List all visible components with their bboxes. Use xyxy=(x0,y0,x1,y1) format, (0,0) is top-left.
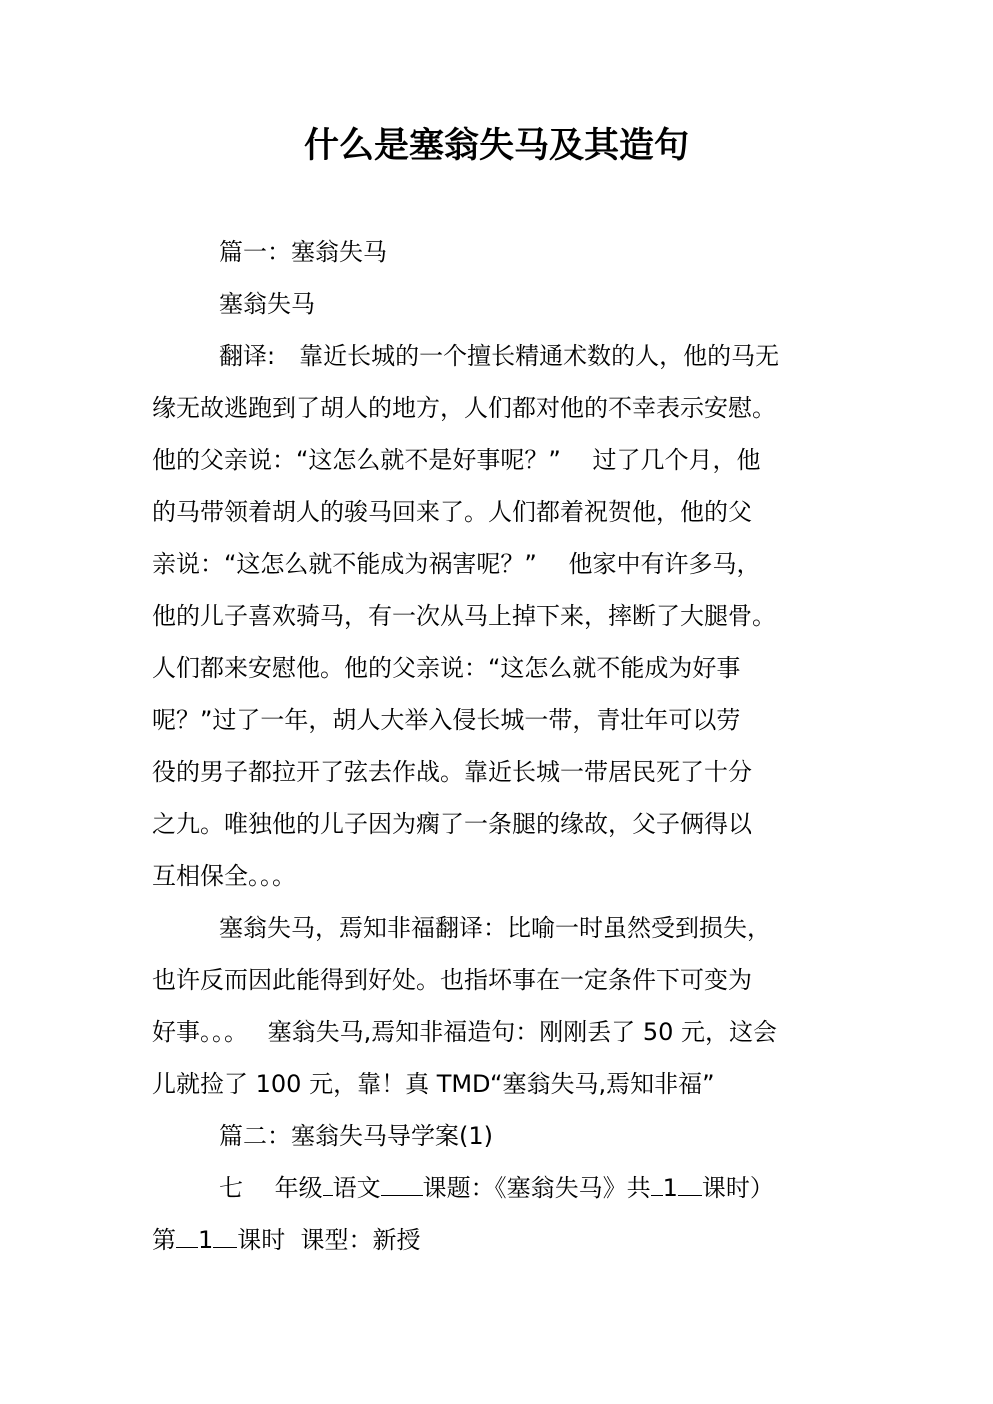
paragraph-line: 缘无故逃跑到了胡人的地方，人们都对他的不幸表示安慰。 xyxy=(152,394,776,422)
period-number: 1 xyxy=(198,1226,214,1254)
periods-label: 课时） xyxy=(701,1174,774,1202)
section1-subheading: 塞翁失马 xyxy=(219,290,315,318)
lesson-info-line-1 xyxy=(152,1162,844,1214)
paragraph-line: 之九。唯独他的儿子因为瘸了一条腿的缘故，父子俩得以 xyxy=(152,810,752,838)
paragraph-line: 翻译: 靠近长城的一个擅长精通术数的人，他的马无 xyxy=(219,342,780,370)
paragraph-line: 也许反而因此能得到好处。也指坏事在一定条件下可变为 xyxy=(152,966,752,994)
period-label: 课时 xyxy=(237,1226,286,1254)
paragraph-line: 役的男子都拉开了弦去作战。靠近长城一带居民死了十分 xyxy=(152,758,752,786)
paragraph-line: 的马带领着胡人的骏马回来了。人们都着祝贺他，他的父 xyxy=(152,498,752,526)
topic-label: 课题： xyxy=(422,1174,495,1202)
subject-value: 语文 xyxy=(332,1174,381,1202)
type-value: 新授 xyxy=(372,1226,421,1254)
period-prefix: 第 xyxy=(152,1226,176,1254)
paragraph-line: 儿就捡了 100 元，靠！真 TMD“塞翁失马,焉知非福” xyxy=(152,1070,715,1098)
paragraph-line: 呢？”过了一年，胡人大举入侵长城一带，青壮年可以劳 xyxy=(152,706,741,734)
lesson-info xyxy=(152,1162,844,1266)
paragraph-line: 亲说：“这怎么就不能成为祸害呢？” 他家中有许多马， xyxy=(152,550,761,578)
lesson-info-line-2 xyxy=(152,1214,844,1266)
document-title: 什么是塞翁失马及其造句 xyxy=(303,126,689,166)
paragraph-line: 他的父亲说：“这怎么就不是好事呢？” 过了几个月，他 xyxy=(152,446,761,474)
paragraph-line: 好事。。。 塞翁失马,焉知非福造句：刚刚丢了 50 元，这会 xyxy=(152,1018,778,1046)
section2-heading: 篇二：塞翁失马导学案(1) xyxy=(219,1122,493,1150)
paragraph-line: 塞翁失马，焉知非福翻译：比喻一时虽然受到损失， xyxy=(219,914,771,942)
document-body xyxy=(152,226,844,1266)
meaning-paragraph xyxy=(152,902,844,1110)
section1-heading: 篇一：塞翁失马 xyxy=(219,238,387,266)
paragraph-line: 人们都来安慰他。他的父亲说：“这怎么就不能成为好事 xyxy=(152,654,741,682)
grade-value: 七 xyxy=(219,1174,243,1202)
topic-value: 《塞翁失马》共 xyxy=(494,1174,651,1202)
translation-paragraph xyxy=(152,330,844,902)
grade-label: 年级 xyxy=(274,1174,323,1202)
total-periods-value: 1 xyxy=(662,1174,678,1202)
type-label: 课型： xyxy=(300,1226,373,1254)
paragraph-line: 他的儿子喜欢骑马，有一次从马上掉下来，摔断了大腿骨。 xyxy=(152,602,776,630)
paragraph-line: 互相保全。。。 xyxy=(152,862,296,890)
